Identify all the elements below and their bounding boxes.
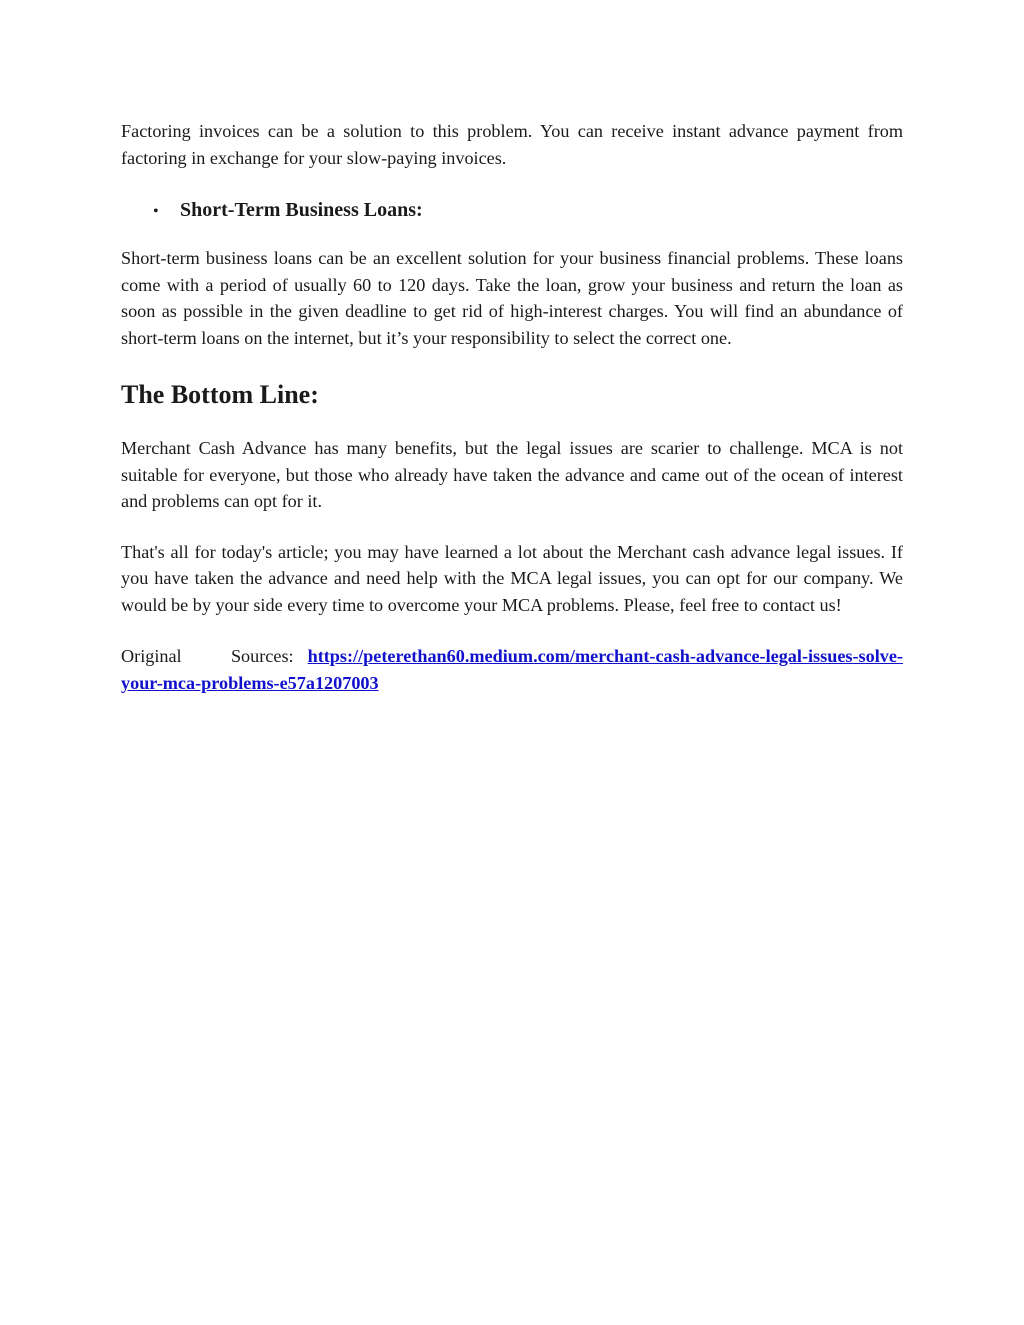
paragraph-factoring: Factoring invoices can be a solution to this problem. You can receive instant advance payment from factoring in exchange for your slow-paying invoices. (121, 121, 903, 168)
bullet-item-short-term-loans (121, 199, 903, 222)
paragraph-closing: That's all for today's article; you may have learned a lot about the Merchant cash advance legal issues. If you have taken the advance and need help with the MCA legal issues, you can opt for our company. We would be by your side every time to overcome your MCA problems. Please, feel free to contact us! (121, 541, 903, 615)
source-link[interactable]: https://peterethan60.medium.com/merchant-cash-advance-legal-issues-solve-your-mca-problems-e57a1207003 (121, 646, 903, 693)
bullet-heading: Short-Term Business Loans: (180, 199, 423, 221)
paragraph-mca: Merchant Cash Advance has many benefits, but the legal issues are scarier to challenge. MCA is not suitable for everyone, but those who already have taken the advance and came out of the ocean of interest and problems can opt for it. (121, 438, 903, 511)
document-page (121, 118, 903, 696)
paragraph-short-term-loans: Short-term business loans can be an excellent solution for your business financial problems. These loans come with a period of usually 60 to 120 days. Take the loan, grow your business and return the loan as soon as possible in the given deadline to get rid of high-interest charges. You will find an abundance of short-term loans on the internet, but it’s your responsibility to select the correct one. (121, 248, 903, 348)
original-sources (121, 643, 903, 696)
section-heading-bottom-line: The Bottom Line: (121, 380, 319, 409)
bullet-dot-icon: • (153, 203, 159, 220)
source-label: Original Sources: (121, 646, 294, 666)
